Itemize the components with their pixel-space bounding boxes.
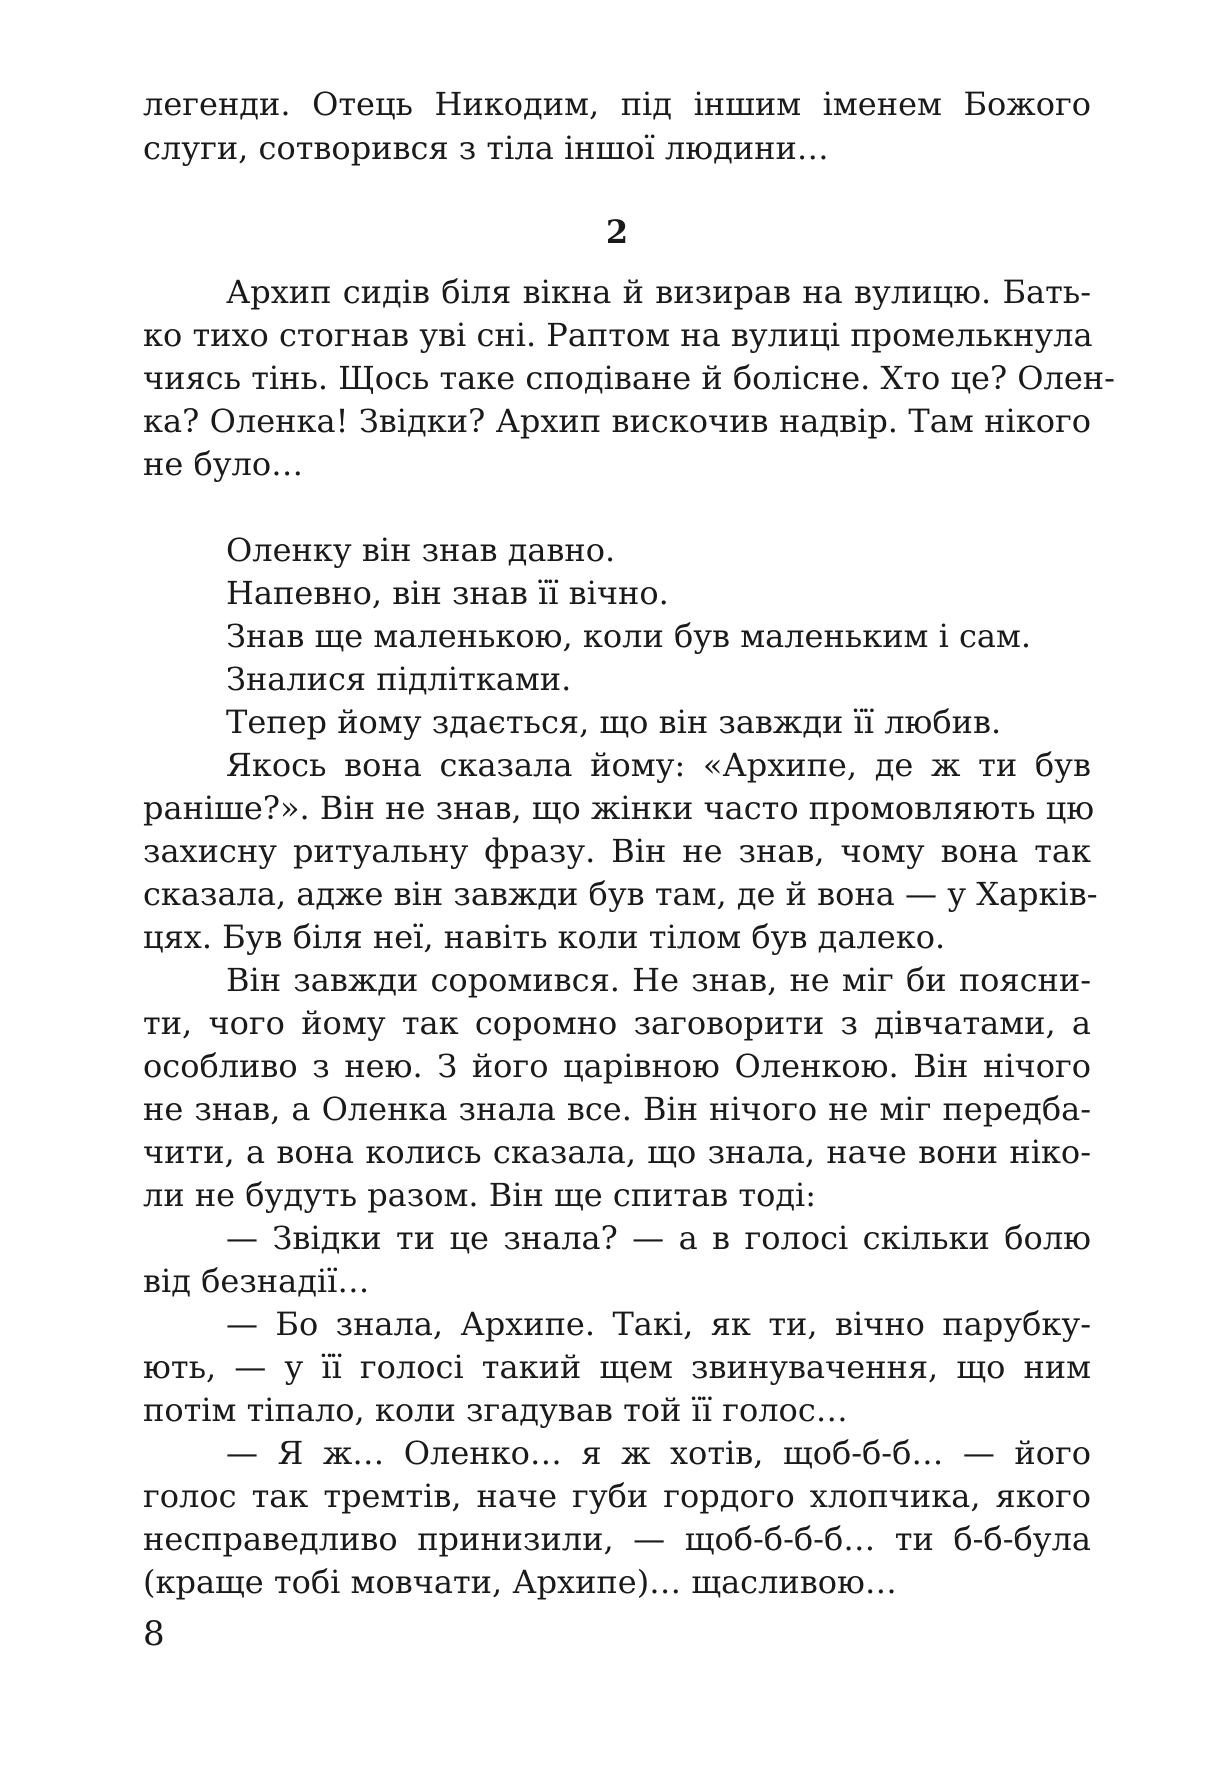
text-line: не знав, а Оленка знала все. Він нічого не міг передба-	[143, 1090, 1091, 1128]
text-line: ють, — у її голосі такий щем звинувачення, що ним	[143, 1348, 1091, 1386]
chapter-heading: 2	[605, 213, 629, 251]
text-line: ти, чого йому так соромно заговорити з дівчатами, а	[143, 1004, 1091, 1042]
text-line: захисну ритуальну фразу. Він не знав, чому вона так	[143, 832, 1091, 870]
text-line: цях. Був біля неї, навіть коли тілом був далеко.	[143, 918, 946, 956]
text-line: потім тіпало, коли згадував той її голос…	[143, 1391, 848, 1429]
text-line: сказала, адже він завжди був там, де й вона — у Харків-	[143, 875, 1098, 913]
text-line: особливо з нею. З його царівною Оленкою. Він нічого	[143, 1047, 1091, 1085]
text-line: ка? Оленка! Звідки? Архип вискочив надвір. Там нікого	[143, 402, 1091, 440]
text-line: Він завжди соромився. Не знав, не міг би поясни-	[226, 961, 1091, 999]
text-line: — Звідки ти це знала? — а в голосі скільки болю	[226, 1219, 1091, 1257]
text-line: чиясь тінь. Щось таке сподіване й болісне. Хто це? Олен-	[143, 359, 1115, 397]
text-line: Знав ще маленькою, коли був маленьким і сам.	[226, 617, 1032, 655]
text-line: голос так тремтів, наче губи гордого хлопчика, якого	[143, 1477, 1091, 1515]
text-line: Якось вона сказала йому: «Архипе, де ж ти був	[226, 746, 1091, 784]
text-line: — Я ж… Оленко… я ж хотів, щоб-б-б… — його	[226, 1434, 1091, 1472]
text-line: слуги, сотворився з тіла іншої людини…	[143, 129, 829, 167]
text-line: (краще тобі мовчати, Архипе)… щасливою…	[143, 1563, 897, 1601]
text-line: Архип сидів біля вікна й визирав на вулицю. Бать-	[226, 273, 1091, 311]
text-line: чити, а вона колись сказала, що знала, наче вони ніко-	[143, 1133, 1091, 1171]
text-line: Тепер йому здається, що він завжди її любив.	[226, 703, 1002, 741]
text-line: — Бо знала, Архипе. Такі, як ти, вічно парубку-	[226, 1305, 1091, 1343]
text-line: Зналися підлітками.	[226, 660, 572, 698]
text-line: несправедливо принизили, — щоб-б-б-б… ти б-б-була	[143, 1520, 1091, 1558]
text-line: Напевно, він знав її вічно.	[226, 574, 669, 612]
text-line: від безнадії…	[143, 1262, 370, 1300]
text-line: Оленку він знав давно.	[226, 531, 616, 569]
text-line: не було…	[143, 445, 304, 483]
text-line: раніше?». Він не знав, що жінки часто промовляють цю	[143, 789, 1095, 827]
page-number: 8	[143, 1614, 165, 1654]
text-line: легенди. Отець Никодим, під іншим іменем Божого	[143, 85, 1091, 123]
text-line: ко тихо стогнав уві сні. Раптом на вулиці промелькнула	[143, 316, 1093, 354]
text-line: ли не будуть разом. Він ще спитав тоді:	[143, 1176, 817, 1214]
